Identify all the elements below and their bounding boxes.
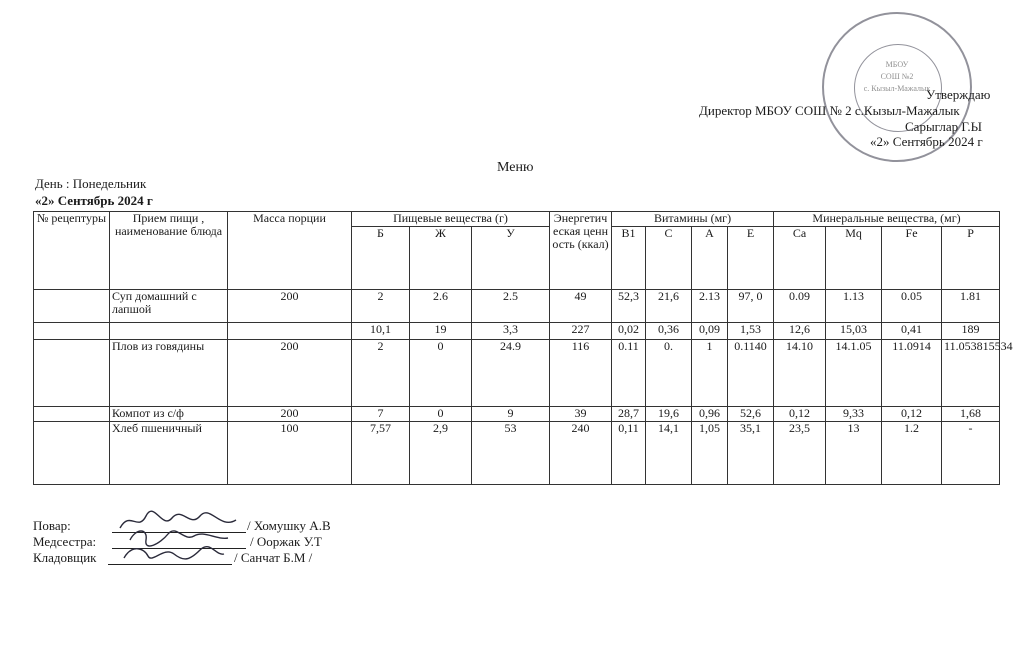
cell-recipe-no	[34, 422, 110, 485]
header-fe: Fe	[882, 227, 942, 290]
cell-b1: 0,11	[612, 422, 646, 485]
approval-name: Сарыглар Г.Ы	[905, 119, 982, 134]
cell-u: 9	[472, 407, 550, 422]
table-header-row	[34, 212, 1000, 227]
cell-p: 1,68	[942, 407, 1000, 422]
cell-zh: 19	[410, 323, 472, 340]
approval-date: «2» Сентябрь 2024 г	[870, 134, 983, 149]
cell-zh: 0	[410, 340, 472, 407]
document-title: Меню	[497, 160, 534, 175]
header-nutrients: Пищевые вещества (г)	[352, 212, 550, 227]
cell-b: 7,57	[352, 422, 410, 485]
storekeeper-signature-scrawl	[118, 540, 228, 566]
cell-e: 0.1140	[728, 340, 774, 407]
cell-dish-name: Суп домашний с лапшой	[110, 290, 228, 323]
cell-a: 0,96	[692, 407, 728, 422]
table-row	[34, 422, 1000, 485]
cell-e: 1,53	[728, 323, 774, 340]
storekeeper-label: Кладовщик	[33, 550, 97, 565]
cell-c: 0.	[646, 340, 692, 407]
cell-ca: 0.09	[774, 290, 826, 323]
approval-label: Утверждаю	[926, 87, 991, 102]
cell-a: 2.13	[692, 290, 728, 323]
cell-mass: 200	[228, 340, 352, 407]
cell-c: 14,1	[646, 422, 692, 485]
header-zh: Ж	[410, 227, 472, 290]
cell-energy: 240	[550, 422, 612, 485]
nurse-label: Медсестра:	[33, 534, 97, 549]
cell-dish-name	[110, 323, 228, 340]
cell-b: 2	[352, 290, 410, 323]
cell-fe: 0.05	[882, 290, 942, 323]
cell-b1: 0,02	[612, 323, 646, 340]
header-vitamins: Витамины (мг)	[612, 212, 774, 227]
cell-b: 2	[352, 340, 410, 407]
cell-energy: 49	[550, 290, 612, 323]
table-row	[34, 407, 1000, 422]
cell-mass: 200	[228, 290, 352, 323]
seal-line-1: МБОУ	[885, 60, 909, 69]
seal-line-2: СОШ №2	[880, 72, 914, 81]
header-b: Б	[352, 227, 410, 290]
table-row	[34, 323, 1000, 340]
header-recipe-no: № рецептуры	[34, 212, 110, 290]
cell-energy: 116	[550, 340, 612, 407]
cell-p: 1.81	[942, 290, 1000, 323]
cell-mq: 15,03	[826, 323, 882, 340]
cell-zh: 0	[410, 407, 472, 422]
cell-ca: 23,5	[774, 422, 826, 485]
cell-dish-name: Компот из с/ф	[110, 407, 228, 422]
cell-energy: 39	[550, 407, 612, 422]
cell-mq: 9,33	[826, 407, 882, 422]
cell-ca: 14.10	[774, 340, 826, 407]
cell-e: 52,6	[728, 407, 774, 422]
cell-u: 3,3	[472, 323, 550, 340]
cell-dish-name: Плов из говядины	[110, 340, 228, 407]
cell-fe: 0,41	[882, 323, 942, 340]
cell-mq: 1.13	[826, 290, 882, 323]
table-row	[34, 290, 1000, 323]
cell-ca: 0,12	[774, 407, 826, 422]
header-meal: Прием пищи , наименование блюда	[110, 212, 228, 290]
cell-u: 53	[472, 422, 550, 485]
approval-director: Директор МБОУ СОШ № 2 с.Кызыл-Мажалык	[699, 103, 960, 118]
header-c: C	[646, 227, 692, 290]
cell-dish-name: Хлеб пшеничный	[110, 422, 228, 485]
day-label: День : Понедельник	[35, 176, 147, 191]
cell-recipe-no	[34, 340, 110, 407]
header-mass: Масса порции	[228, 212, 352, 290]
cell-mq: 14.1.05	[826, 340, 882, 407]
cell-c: 19,6	[646, 407, 692, 422]
cell-u: 24.9	[472, 340, 550, 407]
cell-b: 7	[352, 407, 410, 422]
storekeeper-name: / Санчат Б.М /	[234, 550, 313, 565]
cell-mq: 13	[826, 422, 882, 485]
cell-p: -	[942, 422, 1000, 485]
header-energy: Энергетическая ценность (ккал)	[550, 212, 612, 290]
header-mq: Mq	[826, 227, 882, 290]
cell-a: 1	[692, 340, 728, 407]
cell-c: 21,6	[646, 290, 692, 323]
cell-recipe-no	[34, 290, 110, 323]
menu-table	[33, 211, 1013, 485]
header-ca: Ca	[774, 227, 826, 290]
seal-line-3: с. Кызыл-Мажалык	[863, 84, 931, 93]
header-minerals: Минеральные вещества, (мг)	[774, 212, 1000, 227]
cell-mass	[228, 323, 352, 340]
cell-a: 1,05	[692, 422, 728, 485]
cell-mass: 200	[228, 407, 352, 422]
cook-name: / Хомушку А.В	[247, 518, 331, 533]
cell-c: 0,36	[646, 323, 692, 340]
cell-zh: 2,9	[410, 422, 472, 485]
header-p: P	[942, 227, 1000, 290]
header-a: A	[692, 227, 728, 290]
header-e: E	[728, 227, 774, 290]
cell-e: 97, 0	[728, 290, 774, 323]
header-b1: B1	[612, 227, 646, 290]
cell-mass: 100	[228, 422, 352, 485]
cell-p: 189	[942, 323, 1000, 340]
cell-fe: 0,12	[882, 407, 942, 422]
cell-e: 35,1	[728, 422, 774, 485]
cook-label: Повар:	[33, 518, 71, 533]
cell-a: 0,09	[692, 323, 728, 340]
date-label: «2» Сентябрь 2024 г	[35, 193, 153, 208]
cell-recipe-no	[34, 323, 110, 340]
cell-ca: 12,6	[774, 323, 826, 340]
header-u: У	[472, 227, 550, 290]
cell-zh: 2.6	[410, 290, 472, 323]
cell-u: 2.5	[472, 290, 550, 323]
table-row	[34, 340, 1000, 407]
cell-energy: 227	[550, 323, 612, 340]
cell-fe: 11.0914	[882, 340, 942, 407]
cell-b1: 0.11	[612, 340, 646, 407]
cell-b1: 28,7	[612, 407, 646, 422]
cell-p: 11.053815534	[942, 340, 1000, 407]
cell-fe: 1.2	[882, 422, 942, 485]
cell-recipe-no	[34, 407, 110, 422]
cell-b1: 52,3	[612, 290, 646, 323]
cell-b: 10,1	[352, 323, 410, 340]
nurse-name: / Ооржак У.Т	[250, 534, 322, 549]
